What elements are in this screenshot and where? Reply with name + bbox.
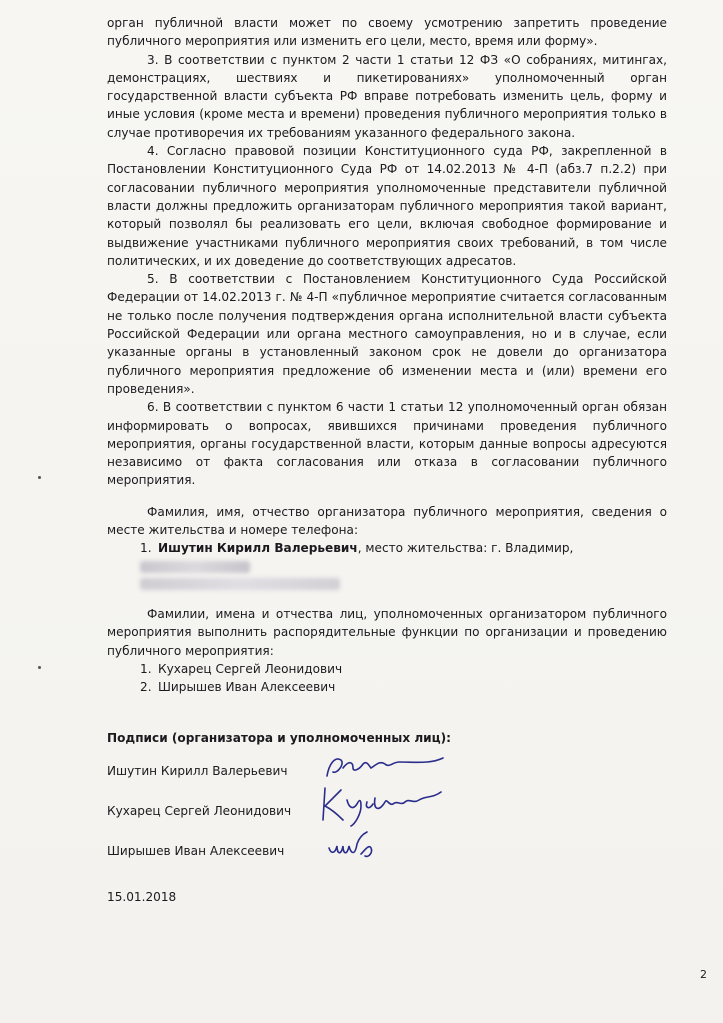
authorized-list bbox=[107, 660, 667, 697]
document-date: 15.01.2018 bbox=[107, 889, 177, 904]
authorized-intro: Фамилии, имена и отчества лиц, уполномоченных организатором публичного мероприятия выполнить распорядительные функции по организации и проведению публичного мероприятия: bbox=[107, 606, 667, 658]
list-item bbox=[107, 660, 667, 678]
signer-name: Ширышев Иван Алексеевич bbox=[107, 843, 285, 858]
organizer-intro: Фамилия, имя, отчество организатора публичного мероприятия, сведения о месте жительства и номере телефона: bbox=[107, 504, 667, 538]
organizer-details: , место жительства: г. Владимир, bbox=[357, 541, 574, 556]
paragraph-4: 4. Согласно правовой позиции Конституционного суда РФ, закрепленной в Постановлении Конституционного Суда РФ от 14.02.2013 № 4-П (абз.7 п.2.2) при согласовании публичного мероприятия уполномоченные представители публичной власти должны предложить организаторам публичного мероприятия такой вариант, который позволял бы реализовать его цели, включая свободное формирование и выдвижение участниками публичного мероприятия своих требований, в том числе политических, и их доведение до соответствующих адресатов. bbox=[107, 144, 667, 268]
paragraph-6: 6. В соответствии с пунктом 6 части 1 статьи 12 уполномоченный орган обязан информировать о вопросах, явившихся причинами проведения публичного мероприятия, органы государственной власти, которым данные вопросы адресуются независимо от факта согласования или отказа в согласовании публичного мероприятия. bbox=[107, 400, 667, 488]
signature-row bbox=[107, 792, 667, 832]
organizer-item bbox=[107, 539, 667, 590]
list-item bbox=[107, 678, 667, 696]
authorized-name: Кухарец Сергей Леонидович bbox=[158, 661, 343, 676]
list-number: 1. bbox=[140, 661, 152, 676]
signer-name: Кухарец Сергей Леонидович bbox=[107, 803, 292, 818]
paragraph-continuation: орган публичной власти может по своему усмотрению запретить проведение публичного мероприятия или изменить его цели, место, время или форму». bbox=[107, 16, 667, 49]
signatures-heading: Подписи (организатора и уполномоченных лиц): bbox=[107, 731, 451, 746]
signer-name: Ишутин Кирилл Валерьевич bbox=[107, 763, 288, 778]
organizer-list bbox=[107, 539, 667, 590]
list-number: 1. bbox=[140, 541, 152, 556]
authorized-name: Ширышев Иван Алексеевич bbox=[158, 680, 336, 695]
list-number: 2. bbox=[140, 680, 152, 695]
document-body bbox=[107, 14, 667, 906]
handwritten-signature bbox=[325, 824, 385, 870]
redacted-address bbox=[140, 561, 250, 573]
paragraph-3: 3. В соответствии с пунктом 2 части 1 статьи 12 ФЗ «О собраниях, митингах, демонстрациях, шествиях и пикетированиях» уполномоченный орган государственной власти субъекта РФ вправе потребовать изменить цель, форму и иные условия (кроме места и времени) проведения публичного мероприятия только в случае противоречия их требованиям указанного федерального закона. bbox=[107, 52, 667, 140]
scan-speck bbox=[38, 666, 41, 669]
organizer-name: Ишутин Кирилл Валерьевич bbox=[158, 541, 358, 556]
page-number: 2 bbox=[700, 968, 707, 981]
scan-speck bbox=[38, 476, 41, 479]
signature-row bbox=[107, 832, 667, 872]
redacted-address-line2 bbox=[140, 578, 340, 590]
paragraph-5: 5. В соответствии с Постановлением Конституционного Суда Российской Федерации от 14.02.2013 г. № 4-П «публичное мероприятие считается согласованным не только после получения подтверждения органа исполнительной власти субъекта Российской Федерации или органа местного самоуправления, но и в случае, если указанные органы в установленный законом срок не довели до организатора публичного мероприятия предложение об изменении места и (или) времени его проведения». bbox=[107, 272, 667, 396]
